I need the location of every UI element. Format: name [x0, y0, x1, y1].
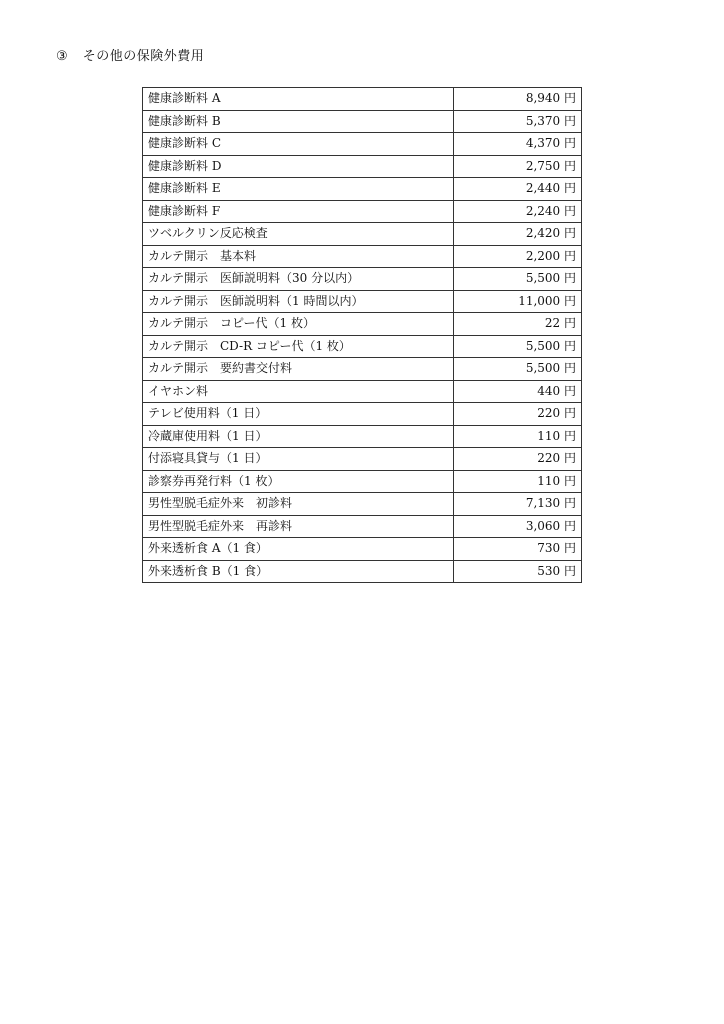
- fee-item-price: 110 円: [454, 470, 582, 493]
- fee-item-name: イヤホン料: [143, 380, 454, 403]
- fee-item-name: 男性型脱毛症外来 再診料: [143, 515, 454, 538]
- fee-item-name: カルテ開示 コピー代（1 枚）: [143, 313, 454, 336]
- fee-item-price: 5,500 円: [454, 268, 582, 291]
- table-row: [143, 133, 582, 156]
- fee-item-price: 3,060 円: [454, 515, 582, 538]
- fee-item-name: 診察券再発行料（1 枚）: [143, 470, 454, 493]
- fee-item-name: 健康診断料 A: [143, 88, 454, 111]
- fee-item-price: 2,420 円: [454, 223, 582, 246]
- fee-item-name: 男性型脱毛症外来 初診料: [143, 493, 454, 516]
- fee-item-name: 健康診断料 B: [143, 110, 454, 133]
- table-row: [143, 245, 582, 268]
- table-row: [143, 380, 582, 403]
- section-number: ③: [56, 49, 69, 64]
- fee-item-name: カルテ開示 基本料: [143, 245, 454, 268]
- section-title: その他の保険外費用: [82, 49, 205, 64]
- section-heading: [56, 48, 204, 66]
- table-row: [143, 200, 582, 223]
- fee-item-price: 2,440 円: [454, 178, 582, 201]
- fee-item-name: カルテ開示 CD-R コピー代（1 枚）: [143, 335, 454, 358]
- fee-item-price: 2,240 円: [454, 200, 582, 223]
- table-row: [143, 178, 582, 201]
- fee-item-price: 7,130 円: [454, 493, 582, 516]
- table-row: [143, 313, 582, 336]
- fee-item-price: 8,940 円: [454, 88, 582, 111]
- fee-item-price: 220 円: [454, 403, 582, 426]
- fee-item-name: 健康診断料 C: [143, 133, 454, 156]
- fee-item-name: カルテ開示 医師説明料（1 時間以内）: [143, 290, 454, 313]
- table-row: [143, 425, 582, 448]
- fee-item-price: 22 円: [454, 313, 582, 336]
- table-row: [143, 515, 582, 538]
- table-row: [143, 538, 582, 561]
- table-row: [143, 403, 582, 426]
- table-row: [143, 335, 582, 358]
- table-row: [143, 470, 582, 493]
- fee-item-name: 健康診断料 E: [143, 178, 454, 201]
- table-row: [143, 88, 582, 111]
- fee-item-name: 外来透析食 A（1 食）: [143, 538, 454, 561]
- fee-item-price: 440 円: [454, 380, 582, 403]
- fee-item-price: 530 円: [454, 560, 582, 583]
- fee-item-name: 外来透析食 B（1 食）: [143, 560, 454, 583]
- fee-item-name: カルテ開示 要約書交付料: [143, 358, 454, 381]
- table-row: [143, 110, 582, 133]
- fee-item-name: 健康診断料 D: [143, 155, 454, 178]
- fee-item-price: 110 円: [454, 425, 582, 448]
- table-row: [143, 560, 582, 583]
- fee-item-name: 冷蔵庫使用料（1 日）: [143, 425, 454, 448]
- fee-item-price: 5,500 円: [454, 335, 582, 358]
- fee-item-name: ツベルクリン反応検査: [143, 223, 454, 246]
- table-row: [143, 155, 582, 178]
- fee-table: [142, 87, 582, 583]
- fee-item-name: 付添寝具貸与（1 日）: [143, 448, 454, 471]
- fee-item-price: 5,370 円: [454, 110, 582, 133]
- fee-item-name: 健康診断料 F: [143, 200, 454, 223]
- fee-item-price: 5,500 円: [454, 358, 582, 381]
- fee-item-price: 11,000 円: [454, 290, 582, 313]
- table-row: [143, 448, 582, 471]
- table-row: [143, 223, 582, 246]
- fee-item-name: テレビ使用料（1 日）: [143, 403, 454, 426]
- table-row: [143, 493, 582, 516]
- fee-item-price: 730 円: [454, 538, 582, 561]
- fee-item-price: 2,200 円: [454, 245, 582, 268]
- table-row: [143, 358, 582, 381]
- table-row: [143, 268, 582, 291]
- fee-item-price: 2,750 円: [454, 155, 582, 178]
- fee-item-price: 4,370 円: [454, 133, 582, 156]
- table-row: [143, 290, 582, 313]
- fee-item-name: カルテ開示 医師説明料（30 分以内）: [143, 268, 454, 291]
- fee-item-price: 220 円: [454, 448, 582, 471]
